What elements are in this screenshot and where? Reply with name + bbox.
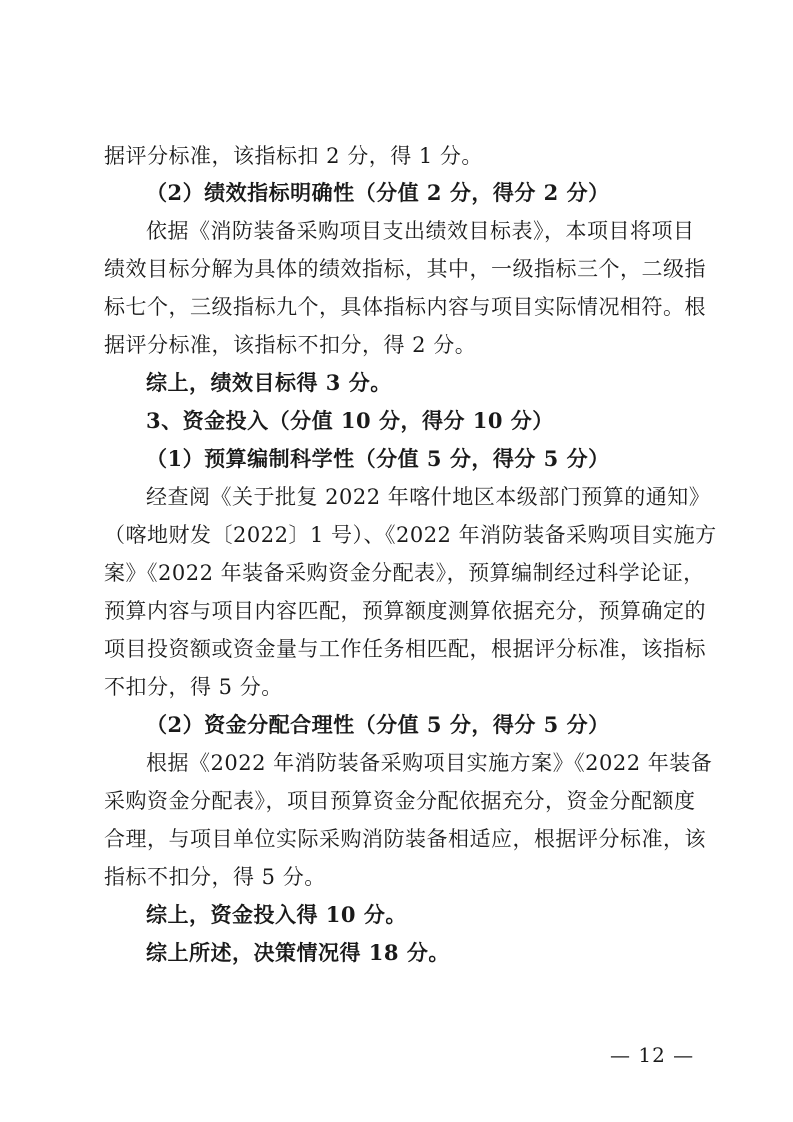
paragraph-line: 采购资金分配表》，项目预算资金分配依据充分，资金分配额度: [104, 789, 696, 813]
section-heading: （2）绩效指标明确性（分值 2 分，得分 2 分）: [146, 180, 610, 205]
section-heading: 3、资金投入（分值 10 分，得分 10 分）: [146, 408, 554, 433]
paragraph-line: （喀地财发〔2022〕1 号）、《2022 年消防装备采购项目实施方: [104, 523, 717, 547]
paragraph-line: 据评分标准，该指标扣 2 分，得 1 分。: [104, 144, 483, 168]
page-number: — 12 —: [610, 1043, 695, 1067]
paragraph-line: 项目投资额或资金量与工作任务相匹配，根据评分标准，该指标: [104, 637, 706, 661]
paragraph-line: 不扣分，得 5 分。: [104, 675, 283, 699]
paragraph-line: 合理，与项目单位实际采购消防装备相适应，根据评分标准，该: [104, 827, 706, 851]
paragraph-line: 预算内容与项目内容匹配，预算额度测算依据充分，预算确定的: [104, 599, 706, 623]
paragraph-line: 指标不扣分，得 5 分。: [104, 865, 326, 889]
paragraph-line: 案》《2022 年装备采购资金分配表》，预算编制经过科学论证，: [104, 561, 705, 585]
section-heading: （2）资金分配合理性（分值 5 分，得分 5 分）: [146, 712, 610, 737]
paragraph-line: 经查阅《关于批复 2022 年喀什地区本级部门预算的通知》: [146, 485, 711, 509]
paragraph-line: 依据《消防装备采购项目支出绩效目标表》，本项目将项目: [146, 219, 695, 243]
paragraph-line: 标七个，三级指标九个，具体指标内容与项目实际情况相符。根: [104, 295, 706, 319]
paragraph-line: 据评分标准，该指标不扣分，得 2 分。: [104, 333, 477, 357]
paragraph-line: 根据《2022 年消防装备采购项目实施方案》《2022 年装备: [146, 751, 713, 775]
summary-line: 综上，绩效目标得 3 分。: [146, 370, 392, 395]
summary-line: 综上所述，决策情况得 18 分。: [146, 940, 450, 965]
section-heading: （1）预算编制科学性（分值 5 分，得分 5 分）: [146, 446, 610, 471]
summary-line: 综上，资金投入得 10 分。: [146, 902, 407, 927]
paragraph-line: 绩效目标分解为具体的绩效指标，其中，一级指标三个，二级指: [104, 257, 706, 281]
